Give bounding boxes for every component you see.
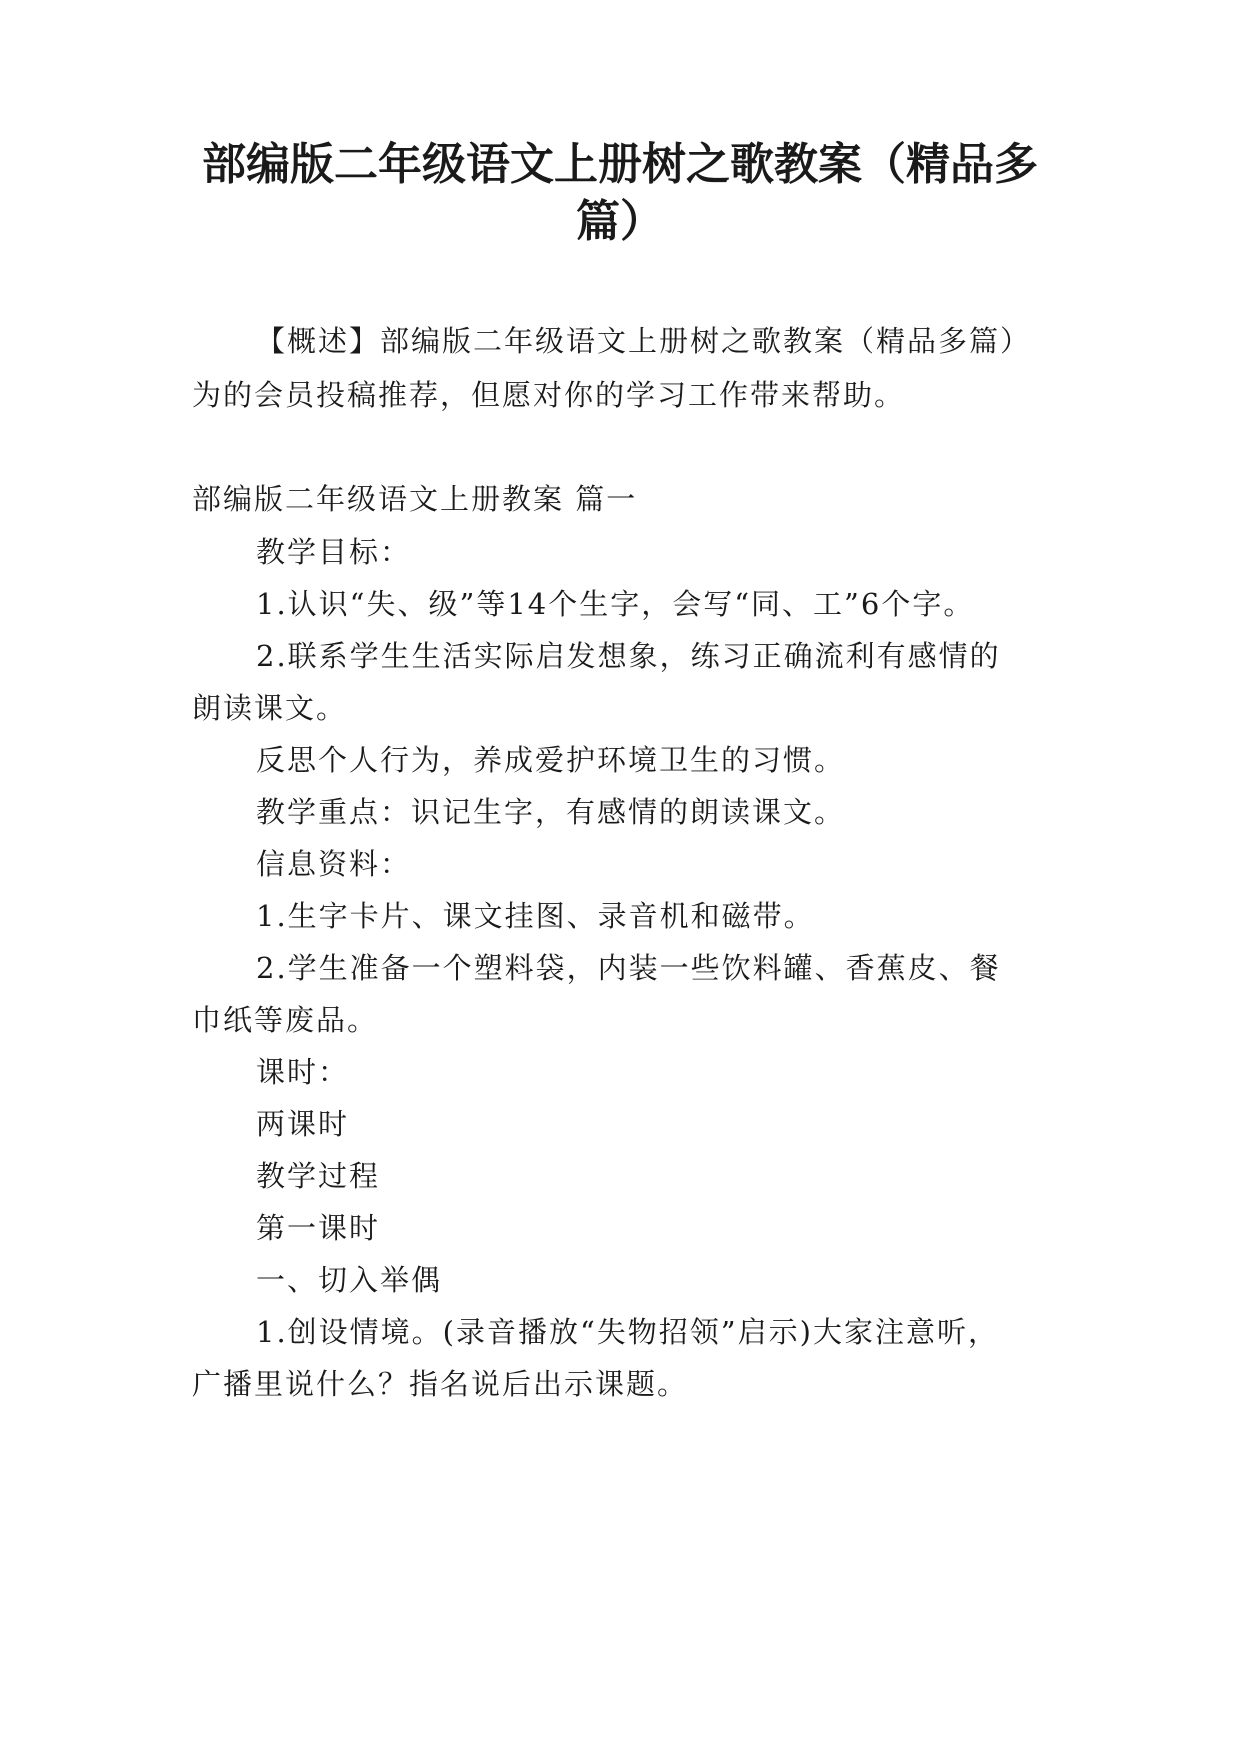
step-one-item-1-line-2: 广播里说什么？指名说后出示课题。 [192, 1367, 689, 1401]
goal-item-3: 反思个人行为，养成爱护环境卫生的习惯。 [256, 743, 846, 777]
step-one-item-1-line-1: 1.创设情境。(录音播放“失物招领”启示)大家注意听， [256, 1315, 999, 1349]
material-item-2-line-1: 2.学生准备一个塑料袋，内装一些饮料罐、香蕉皮、餐 [256, 951, 1001, 985]
document-title-line-2: 篇） [576, 196, 664, 247]
step-one-heading: 一、切入举偶 [256, 1263, 443, 1297]
process-heading: 教学过程 [256, 1159, 381, 1193]
goal-item-2-line-2: 朗读课文。 [192, 691, 348, 725]
goal-item-1: 1.认识“失、级”等14个生字，会写“同、工”6个字。 [256, 587, 975, 621]
key-point: 教学重点：识记生字，有感情的朗读课文。 [256, 795, 846, 829]
document-title-line-1: 部编版二年级语文上册树之歌教案（精品多 [202, 139, 1038, 190]
goal-heading: 教学目标： [256, 535, 412, 569]
summary-line-1: 【概述】部编版二年级语文上册树之歌教案（精品多篇） [256, 324, 1032, 358]
period-value: 两课时 [256, 1107, 350, 1141]
lesson-one-heading: 第一课时 [256, 1211, 381, 1245]
material-item-2-line-2: 巾纸等废品。 [192, 1003, 379, 1037]
material-item-1: 1.生字卡片、课文挂图、录音机和磁带。 [256, 899, 815, 933]
materials-heading: 信息资料： [256, 847, 412, 881]
period-heading: 课时： [256, 1055, 350, 1089]
section-heading: 部编版二年级语文上册教案 篇一 [192, 482, 638, 516]
goal-item-2-line-1: 2.联系学生生活实际启发想象，练习正确流利有感情的 [256, 639, 1001, 673]
summary-line-2: 为的会员投稿推荐，但愿对你的学习工作带来帮助。 [192, 378, 906, 412]
